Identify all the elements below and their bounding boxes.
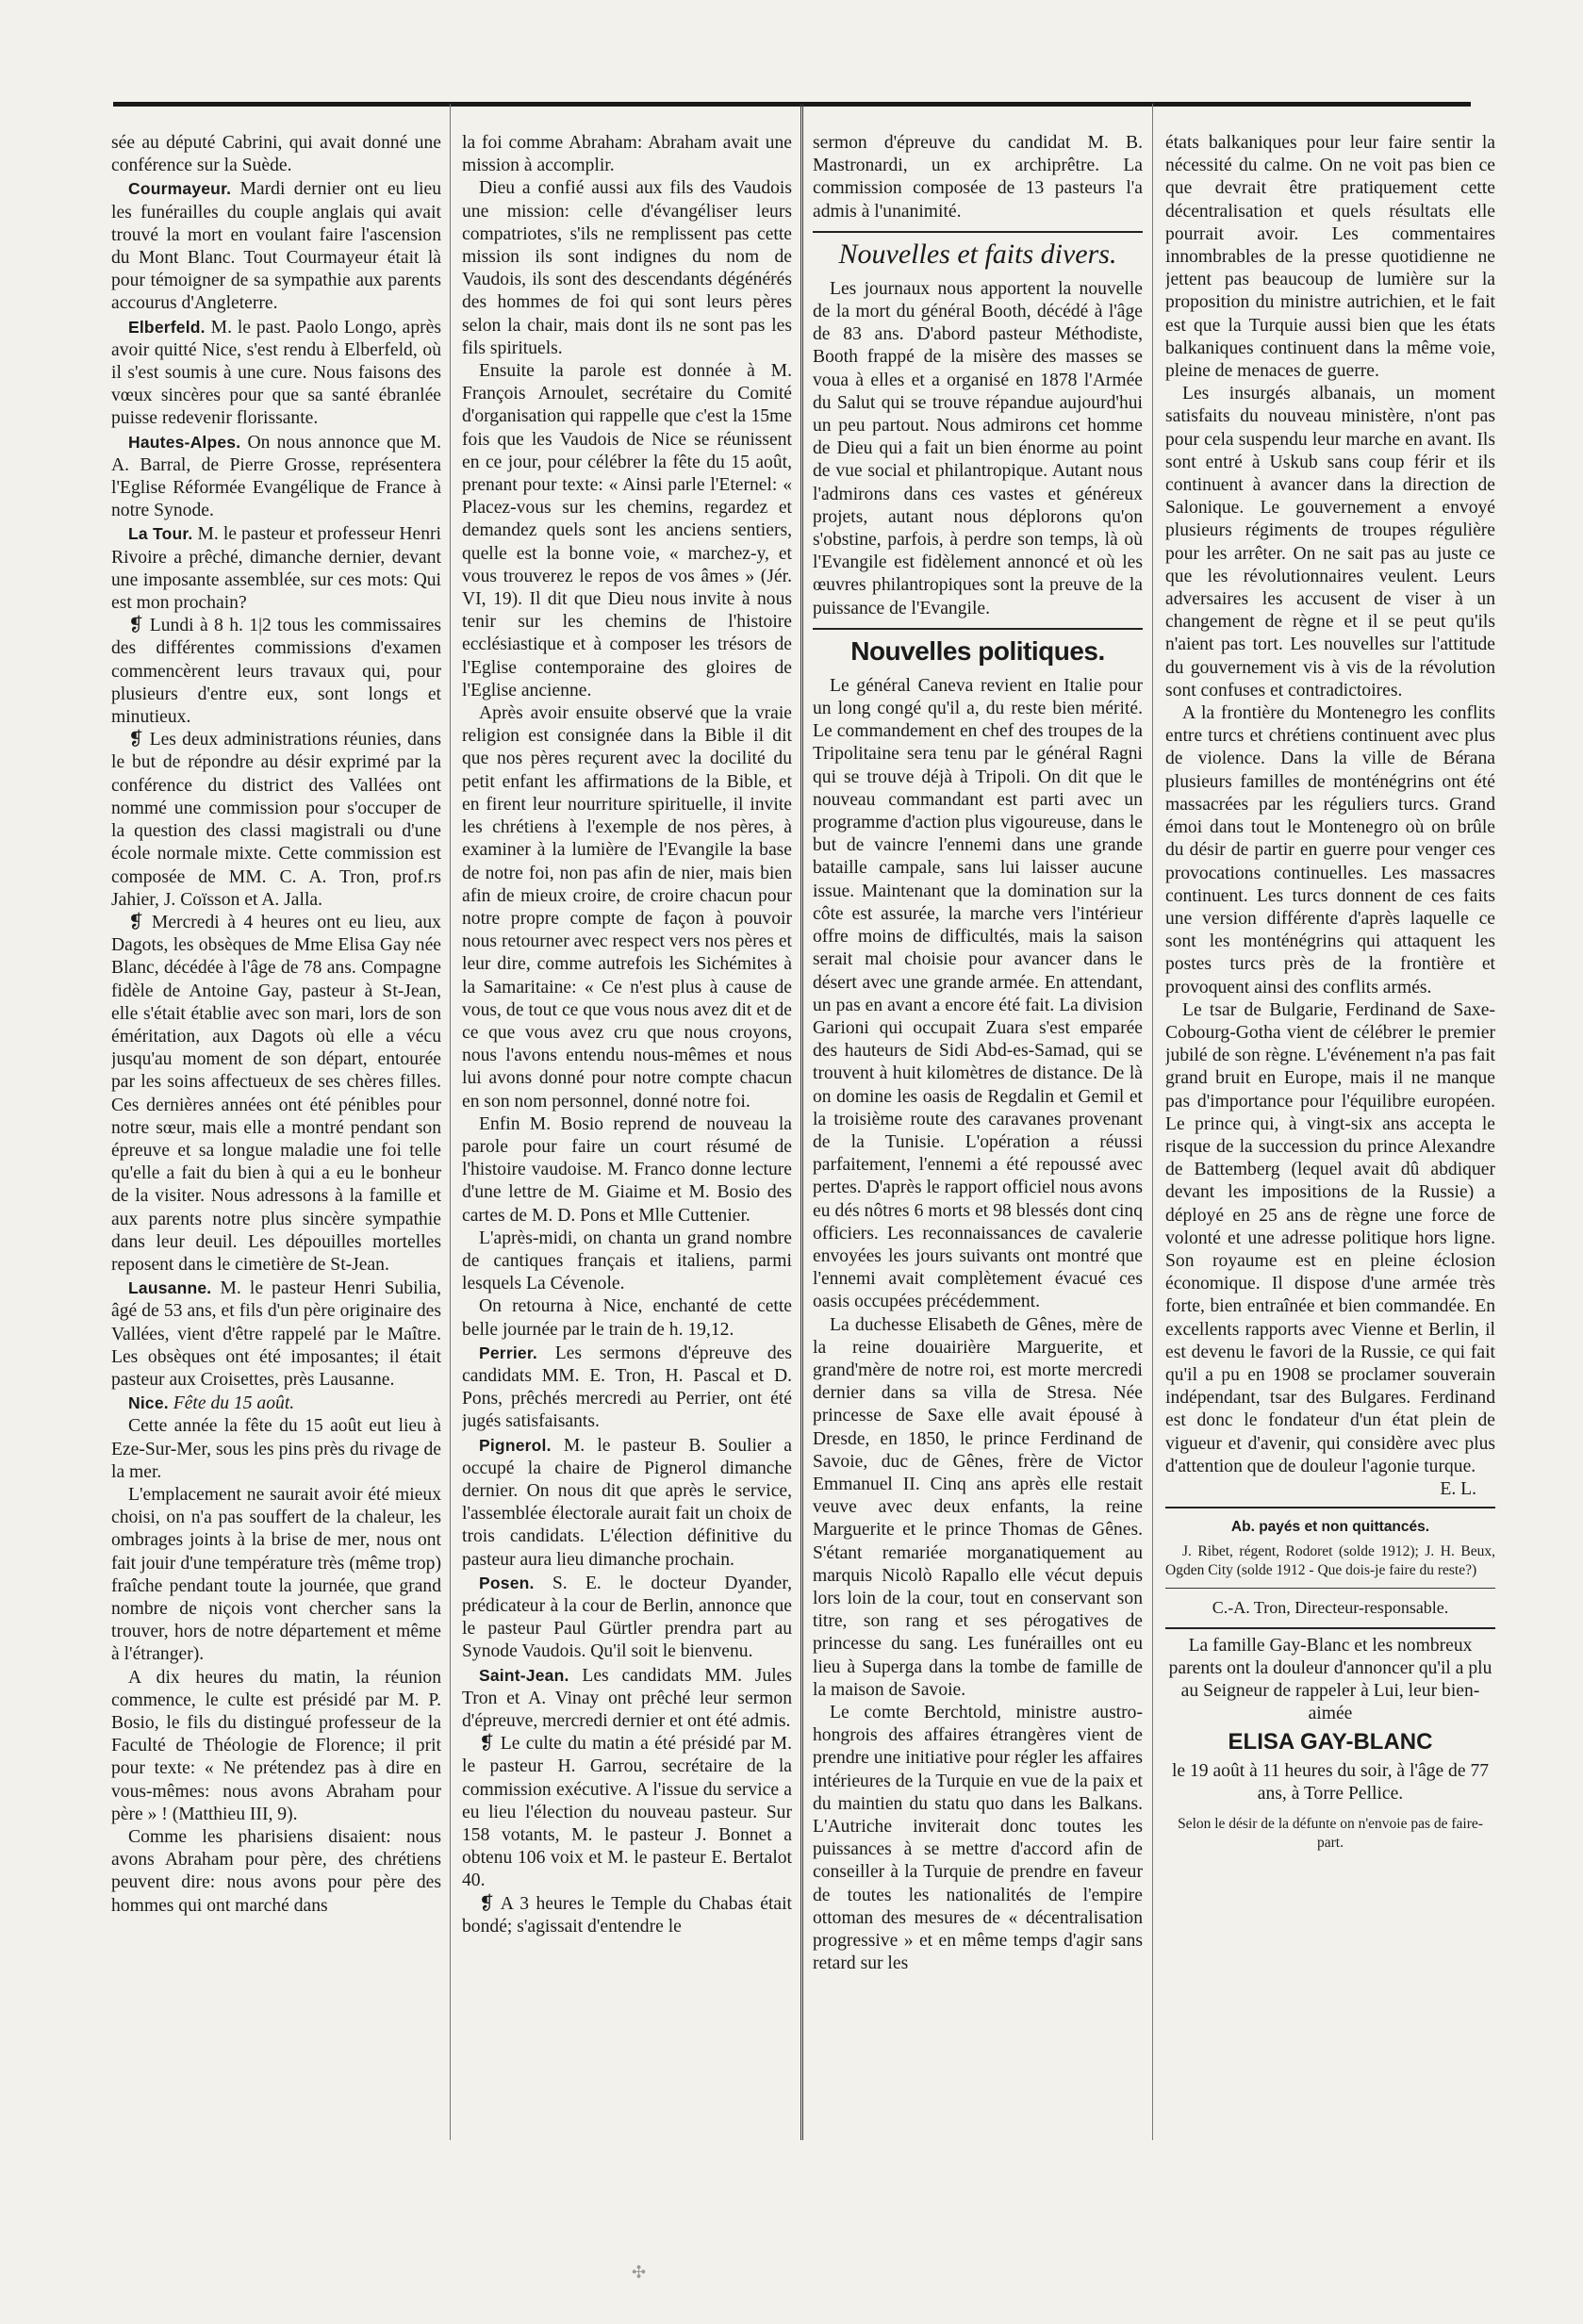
place-heading: Perrier. (479, 1343, 537, 1362)
place-heading: Nice. (128, 1393, 169, 1413)
paragraph: Comme les pharisiens disaient: nous avons Abraham pour père, des chrétiens peuvent dire: nous avons pour père des hommes qui ont marché dans (111, 1827, 441, 1916)
place-heading: Pignerol. (479, 1435, 552, 1455)
paragraph-text: Les sermons d'épreuve des candidats MM. E. Tron, H. Pascal et D. Pons, prêchés mercredi au Perrier, ont été jugés satisfaisants. (462, 1343, 792, 1432)
place-heading: Hautes-Alpes. (128, 432, 241, 452)
top-rule (113, 102, 1471, 107)
paragraph-text: Les candidats MM. Jules Tron et A. Vinay ont prêché leur sermon d'épreuve, mercredi dernier et ont été admis. (462, 1665, 792, 1732)
paragraph (111, 1277, 441, 1392)
paragraph: L'emplacement ne saurait avoir été mieux choisi, on n'a pas souffert de la chaleur, les ombrages joints à la brise de mer, nous ont fait jouir d'une température très (même trop) fraîche pendant toute la journée, que grand nombre de niçois vont chercher sans la trouver, hors de notre département et même à l'étranger). (111, 1484, 441, 1665)
bullet-icon: ❡ (128, 616, 150, 636)
bullet-icon: ❡ (479, 1893, 501, 1914)
place-heading: Lausanne. (128, 1278, 212, 1298)
paragraph (111, 729, 441, 912)
divider (1165, 1627, 1495, 1629)
divider (1165, 1588, 1495, 1589)
notice-name: ELISA GAY-BLANC (1228, 1729, 1433, 1755)
paragraph: La duchesse Elisabeth de Gênes, mère de la reine douairière Marguerite, et grand'mère de notre roi, est morte mercredi dernier dans sa villa de Stresa. Née princesse de Saxe elle avait épousé à Dresde, en 1850, le prince Ferdinand de Savoie, duc de Gênes, frère de Victor Emmanuel II. Cinq ans après elle restait veuve avec deux enfants, la reine Marguerite et le prince Thomas de Gênes. S'étant remariée morganatiquement au marquis Nicolò Rapallo elle vécut depuis lors loin de la cour, tout en conservant son titre, son rang et ses pérogatives de princesse du sang. Les funérailles ont eu lieu à Superga dans la tombe de famille de la maison de Savoie. (813, 1314, 1143, 1700)
bullet-icon: ❡ (479, 1734, 501, 1755)
death-notice (1165, 1635, 1495, 1853)
paragraph: Les insurgés albanais, un moment satisfaits du nouveau ministère, n'ont pas pour cela suspendu leur marche en avant. Ils sont entré à Uskub sans coup férir et ils continuent à avancer dans la direction de Salonique. Le gouvernement a envoyé plusieurs régiments de troupes régulière pour les arrêter. On ne sait pas au juste ce que les révolutionnaires veulent. Leurs adversaires les accusent de viser à un changement de règne et il se peut qu'ils n'aient pas tort. Les nouvelles sur l'attitude du gouvernement vis à vis de la révolution sont confuses et contradictoires. (1165, 384, 1495, 700)
paragraph (462, 1434, 792, 1572)
paragraph (111, 522, 441, 615)
subscriptions-text: J. Ribet, régent, Rodoret (solde 1912); J. H. Beux, Ogden City (solde 1912 - Que dois-je faire du reste?) (1165, 1543, 1495, 1579)
section-title-faits-divers: Nouvelles et faits divers. (813, 231, 1143, 272)
paragraph-text: Fête du 15 août. (173, 1393, 295, 1414)
paragraph-text: M. le past. Paolo Longo, après avoir quitté Nice, s'est rendu à Elberfeld, où il s'est soumis à une cure. Nous faisons des vœux sincères pour que sa santé ébranlée puisse redevenir florissante. (111, 317, 441, 429)
divider (1165, 1507, 1495, 1508)
paragraph: Enfin M. Bosio reprend de nouveau la parole pour faire un court résumé de l'histoire vaudoise. M. Franco donne lecture d'une lettre de M. Giaime et M. Bosio des cartes de M. D. Pons et Mlle Cuttenier. (462, 1113, 792, 1226)
column-2 (462, 132, 792, 2178)
notice-text: le 19 août à 11 heures du soir, à l'âge de 77 ans, à Torre Pellice. (1171, 1760, 1490, 1804)
paragraph: Dieu a confié aussi aux fils des Vaudois une mission: celle d'évangéliser leurs compatriotes, s'ils ne remplissent pas cette mission ils sont indignes du nom de Vaudois, ils sont des descendants dégénérés des hommes de foi qui sont leurs pères selon la chair, mais dont ils ne sont pas les fils spirituels. (462, 178, 792, 358)
paragraph (111, 431, 441, 523)
paragraph (462, 1664, 792, 1734)
paragraph-text: S. E. le docteur Dyander, prédicateur à la cour de Berlin, annonce que le pasteur Paul Gürtler prendra part au Synode Vaudois. Qu'il soit le bienvenu. (462, 1573, 792, 1662)
paragraph: sermon d'épreuve du candidat M. B. Mastronardi, un ex archiprêtre. La commission composée de 13 pasteurs l'a admis à l'unanimité. (813, 133, 1143, 222)
paragraph-text: Le culte du matin a été présidé par M. le pasteur H. Garrou, secrétaire de la commission exécutive. A l'issue du service a eu lieu l'élection du nouveau pasteur. Sur 158 votants, M. le pasteur J. Bonnet a obtenu 106 voix et M. le pasteur E. Bertalot 40. (462, 1734, 792, 1891)
signature: E. L. (1440, 1478, 1476, 1499)
paragraph-text: M. le pasteur et professeur Henri Rivoire a prêché, dimanche dernier, devant une imposante assemblée, sur ces mots: Qui est mon prochain? (111, 524, 441, 614)
paragraph: Le général Caneva revient en Italie pour un long congé qu'il a, du reste bien mérité. Le commandement en chef des troupes de la Tripolitaine sera tenu par le général Ragni qui se trouve déjà à Tripoli. On dit que le nouveau commandant est parti avec un programme d'action plus vigoureuse, dans le but de vaincre l'ennemi dans une grande bataille campale, sans lui laisser aucune issue. Maintenant que la domination sur la côte est assurée, la marche vers l'intérieur offre moins de difficultés, mais la saison serait mal choisie pour avancer dans le désert avec une grande armée. En attendant, un pas en avant a encore été fait. La division Garioni qui occupait Zuara s'est emparée des hauteurs de Sidi Abd-es-Samad, qui se trouvent à huit kilomètres de distance. De là on domine les oasis de Regdalin et Gemil et la troisième route des caravanes provenant de la Tunisie. L'opération a réussi parfaitement, l'ennemi a été repoussé avec pertes. D'après le rapport officiel nous avons eu dés nôtres 6 morts et 98 blessés dont cinq officiers. Les reconnaissances de cavalerie envoyées les jours suivants ont montré que l'ennemi avait complètement évacué ces oasis occupées précédemment. (813, 675, 1143, 1312)
place-heading: Elberfeld. (128, 317, 206, 337)
paragraph-text: A 3 heures le Temple du Chabas était bondé; s'agissait d'entendre le (462, 1893, 792, 1937)
paragraph (462, 1893, 792, 1938)
place-heading: Courmayeur. (128, 179, 232, 199)
paragraph (111, 615, 441, 729)
paragraph: Le comte Berchtold, ministre austro-hongrois des affaires étrangères vient de prendre une initiative pour régler les affaires intérieures de la Turquie en vue de la paix et du maintien du statu quo dans les Balkans. L'Autriche inviterait donc toutes les puissances à se mettre d'accord afin de conseiller à la Turquie de prendre en faveur de toutes les nationalités de l'empire ottoman des mesures de « décentralisation progressive » et en même temps d'agir sans retard sur les (813, 1703, 1143, 1974)
paragraph-text: On nous annonce que M. A. Barral, de Pierre Grosse, représentera l'Eglise Réformée Evangélique de France à notre Synode. (111, 432, 441, 521)
paragraph (111, 1392, 441, 1415)
paragraph-text: Lundi à 8 h. 1|2 tous les commissaires des différentes commissions d'examen commencèrent leurs travaux qui, pour plusieurs d'entre eux, sont longs et minutieux. (111, 616, 441, 728)
paragraph-text: M. le pasteur B. Soulier a occupé la chaire de Pignerol dimanche dernier. On nous dit que après le service, l'assemblée électorale aurait fait un choix de trois candidats. L'élection définitive du pasteur aura lieu dimanche prochain. (462, 1435, 792, 1570)
paragraph: On retourna à Nice, enchanté de cette belle journée par le train de h. 19,12. (462, 1296, 792, 1340)
paragraph: L'après-midi, on chanta un grand nombre de cantiques français et italiens, parmi lesquels La Cévenole. (462, 1228, 792, 1294)
column-4 (1165, 132, 1495, 2178)
paragraph-text: Mercredi à 4 heures ont eu lieu, aux Dagots, les obsèques de Mme Elisa Gay née Blanc, décédée à l'âge de 78 ans. Compagne fidèle de Antoine Gay, pasteur à St-Jean, elle s'était établie avec son mari, lors de son éméritation, aux Dagots où elle a vécu jusqu'au moment de son départ, entourée par les soins affectueux de ses chères filles. Ces dernières années ont été pénibles pour notre sœur, mais elle a montré pendant son épreuve et sa longue maladie une foi telle qu'elle a fait du bien à qui a eu le bonheur de la visiter. Nous adressons à la famille et aux parents notre plus sincère sympathie dans leur deuil. Les dépouilles mortelles reposent dans le cimetière de St-Jean. (111, 912, 441, 1275)
paragraph-text: Les deux administrations réunies, dans le but de répondre au désir exprimé par la conférence du district des Vallées ont nommé une commission pour s'occuper de la question des classi magistrali ou d'une école normale mixte. Cette commission est composée de MM. C. A. Tron, prof.rs Jahier, J. Coïsson et A. Jalla. (111, 730, 441, 910)
paragraph-text: M. le pasteur Henri Subilia, âgé de 53 ans, et fils d'un père originaire des Vallées, vient d'être rappelé par le Maître. Les obsèques ont été imposantes; il était pasteur aux Croisettes, près Lausanne. (111, 1278, 441, 1390)
notice-text: La famille Gay-Blanc et les nombreux parents ont la douleur d'annoncer qu'il a plu au Seigneur de rappeler à Lui, leur bien-aimée (1168, 1635, 1492, 1724)
paragraph (111, 912, 441, 1277)
paragraph (111, 316, 441, 431)
paragraph: états balkaniques pour leur faire sentir la nécessité du calme. On ne voit pas bien ce que devrait être pratiquement cette décentralisation et quels résultats elle pourrait avoir. Les commentaires innombrables de la presse quotidienne ne jettent pas beaucoup de lumière sur la proposition du ministre autrichien, et le fait est que la Turquie aussi bien que les états balkaniques continuent dans la même voie, pleine de menaces de guerre. (1165, 133, 1495, 382)
column-divider (800, 104, 803, 2140)
paragraph (462, 1342, 792, 1434)
place-heading: Saint-Jean. (479, 1665, 569, 1685)
paragraph-text: Mardi dernier ont eu lieu les funérailles du couple anglais qui avait trouvé la mort en voulant faire l'ascension du Mont Blanc. Tout Courmayeur était là pour témoigner de sa sympathie aux parents accourus d'Angleterre. (111, 179, 441, 314)
paragraph: A dix heures du matin, la réunion commence, le culte est présidé par M. P. Bosio, le fils du distingué professeur de la Faculté de Théologie de Florence; il prit pour texte: « Ne prétendez pas à dire en vous-mêmes: nous avons Abraham pour père » ! (Matthieu III, 9). (111, 1667, 441, 1824)
section-title-politiques: Nouvelles politiques. (813, 628, 1143, 669)
paragraph: A la frontière du Montenegro les conflits entre turcs et chrétiens continuent avec plus de violence. Dans la ville de Bérana plusieurs familles de monténégrins ont été massacrées par les réguliers turcs. Grand émoi dans tout le Montenegro où on brûle du désir de partir en guerre pour venger ces provocations continuelles. Les massacres continuent. Les turcs donnent de ces faits une version différente d'après laquelle ce sont les monténégrins qui attaquent les postes turcs près de la frontière et provoquent ainsi des conflits armés. (1165, 703, 1495, 997)
column-divider (450, 104, 451, 2140)
bullet-icon: ❡ (128, 730, 150, 750)
column-divider (1152, 104, 1153, 2140)
paragraph: Après avoir ensuite observé que la vraie religion est consignée dans la Bible il dit que nos pères reçurent avec la docilité du petit enfant les affirmations de la Bible, et en firent leur nourriture spirituelle, il invite les chrétiens à l'exemple de nos pères, à examiner à la lumière de l'Evangile la base de notre foi, non pas afin de nier, mais bien afin de mieux croire, de croire chacun pour notre propre compte de façon à pouvoir nous retourner avec respect vers nos pères et leur dire, comme autrefois les Sichémites à la Samaritaine: « Ce n'est plus à cause de vous, de tout ce que vous nous avez dit et de ce que vous avez cru que nous croyons, nous l'avons entendu nous-mêmes et nous lui avons donné pour notre compte chacun en son nom personnel, donné notre foi. (462, 703, 792, 1112)
place-heading: Posen. (479, 1573, 535, 1592)
column-1 (111, 132, 441, 2178)
footer-ornament: ✣ (632, 2263, 647, 2282)
place-heading: La Tour. (128, 524, 193, 544)
director-line: C.-A. Tron, Directeur-responsable. (1212, 1598, 1449, 1618)
notice-footnote: Selon le désir de la défunte on n'envoie pas de faire-part. (1178, 1816, 1483, 1852)
paragraph (462, 1733, 792, 1892)
subscriptions-title: Ab. payés et non quittancés. (1230, 1519, 1430, 1536)
column-3 (813, 132, 1143, 2178)
paragraph (111, 177, 441, 315)
paragraph: Les journaux nous apportent la nouvelle de la mort du général Booth, décédé à l'âge de 83 ans. D'abord pasteur Méthodiste, Booth frappé de la misère des masses se voua à elles et a organisé en 1878 l'Armée du Salut qui se trouve répandue aujourd'hui un peu partout. Nous admirons cet homme de Dieu qui a fait un bien énorme au point de vue social et philantropique. Autant nous l'admirons dans ces vastes et généreux projets, autant nous déplorons qu'on s'obstine, parfois, à perdre son temps, là où l'Evangile est fidèlement annoncé et où les œuvres philantropiques sont la preuve de la puissance de l'Evangile. (813, 278, 1143, 618)
paragraph: sée au député Cabrini, qui avait donné une conférence sur la Suède. (111, 133, 441, 176)
paragraph: Ensuite la parole est donnée à M. François Arnoulet, secrétaire du Comité d'organisation qui rappelle que c'est la 15me fois que les Vaudois de Nice se réunissent en ce jour, pour célébrer la fête du 15 août, prenant pour texte: « Ainsi parle l'Eternel: « Placez-vous sur les chemins, regardez et demandez quels sont les anciens sentiers, quelle est la bonne voie, « marchez-y, et vous trouverez le repos de vos âmes » (Jér. VI, 19). Il dit que Dieu nous invite à nous tenir sur les chemins de l'histoire ecclésiastique et à composer les trésors de l'Eglise contemporaine des gloires de l'Eglise ancienne. (462, 361, 792, 700)
bullet-icon: ❡ (128, 912, 152, 932)
paragraph: la foi comme Abraham: Abraham avait une mission à accomplir. (462, 133, 792, 176)
paragraph: Le tsar de Bulgarie, Ferdinand de Saxe-Cobourg-Gotha vient de célébrer le premier jubilé de son règne. L'événement n'a pas fait grand bruit en Europe, mais il ne manque pas d'importance pour l'équilibre européen. Le prince qui, à vingt-six ans accepta le risque de la succession du prince Alexandre de Battemberg (lequel avait dû abdiquer devant les impositions de la Russie) a déployé en 25 ans de règne une force de volonté et une adresse politique hors ligne. Son royaume est en pleine éclosion économique. Il dispose d'une armée très forte, bien entraînée et bien commandée. En excellents rapports avec Vienne et Berlin, il est devenu le favori de la Russie, ce qui fait qu'il a pu en 1908 se proclamer souverain indépendant, tsar des Bulgares. Ferdinand est donc le fondateur d'un état plein de vigueur et d'avenir, qui considère avec plus d'attention que de douleur l'agonie turque. (1165, 999, 1495, 1476)
paragraph: Cette année la fête du 15 août eut lieu à Eze-Sur-Mer, sous les pins près du rivage de la mer. (111, 1416, 441, 1482)
paragraph (462, 1572, 792, 1664)
